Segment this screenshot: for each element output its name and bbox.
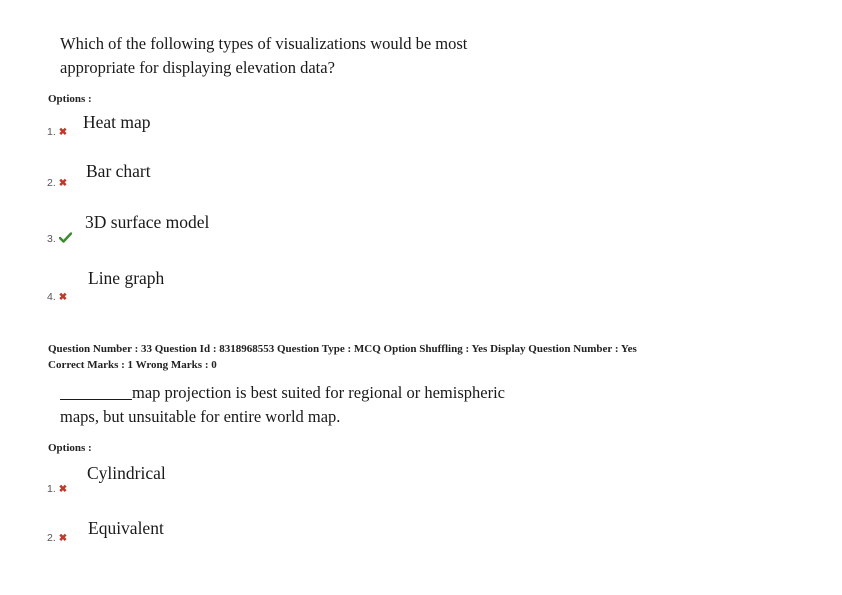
option-number: 2. ✖ bbox=[47, 177, 68, 189]
cross-icon: ✖ bbox=[58, 484, 68, 495]
question-33-line-1: map projection is best suited for regional or hemispheric bbox=[60, 381, 505, 405]
option-text: Cylindrical bbox=[87, 463, 166, 483]
option-number: 2. ✖ bbox=[47, 532, 68, 544]
option-number: 1. ✖ bbox=[47, 483, 68, 495]
question-33-text bbox=[60, 381, 505, 429]
option-text: 3D surface model bbox=[85, 212, 210, 232]
check-icon bbox=[59, 232, 72, 245]
fill-in-blank bbox=[60, 385, 132, 400]
option-text: Heat map bbox=[83, 112, 151, 132]
option-number: 3. bbox=[47, 232, 72, 245]
cross-icon: ✖ bbox=[58, 292, 68, 303]
question-33-line-2: maps, but unsuitable for entire world map. bbox=[60, 407, 341, 426]
option-text: Equivalent bbox=[88, 518, 164, 538]
options-label: Options : bbox=[48, 93, 92, 105]
question-meta: Question Number : 33 Question Id : 8318968553 Question Type : MCQ Option Shuffling : Yes Display Question Number : Yes bbox=[48, 343, 637, 355]
cross-icon: ✖ bbox=[58, 178, 68, 189]
question-32-line-2: appropriate for displaying elevation data? bbox=[60, 58, 335, 77]
option-number: 4. ✖ bbox=[47, 291, 68, 303]
cross-icon: ✖ bbox=[58, 127, 68, 138]
option-number: 1. ✖ bbox=[47, 126, 68, 138]
question-32-line-1: Which of the following types of visualizations would be most bbox=[60, 34, 468, 53]
question-32-text bbox=[60, 32, 467, 80]
marks-meta: Correct Marks : 1 Wrong Marks : 0 bbox=[48, 359, 217, 371]
cross-icon: ✖ bbox=[58, 533, 68, 544]
option-text: Line graph bbox=[88, 268, 165, 288]
option-text: Bar chart bbox=[86, 161, 151, 181]
options-label: Options : bbox=[48, 442, 92, 454]
